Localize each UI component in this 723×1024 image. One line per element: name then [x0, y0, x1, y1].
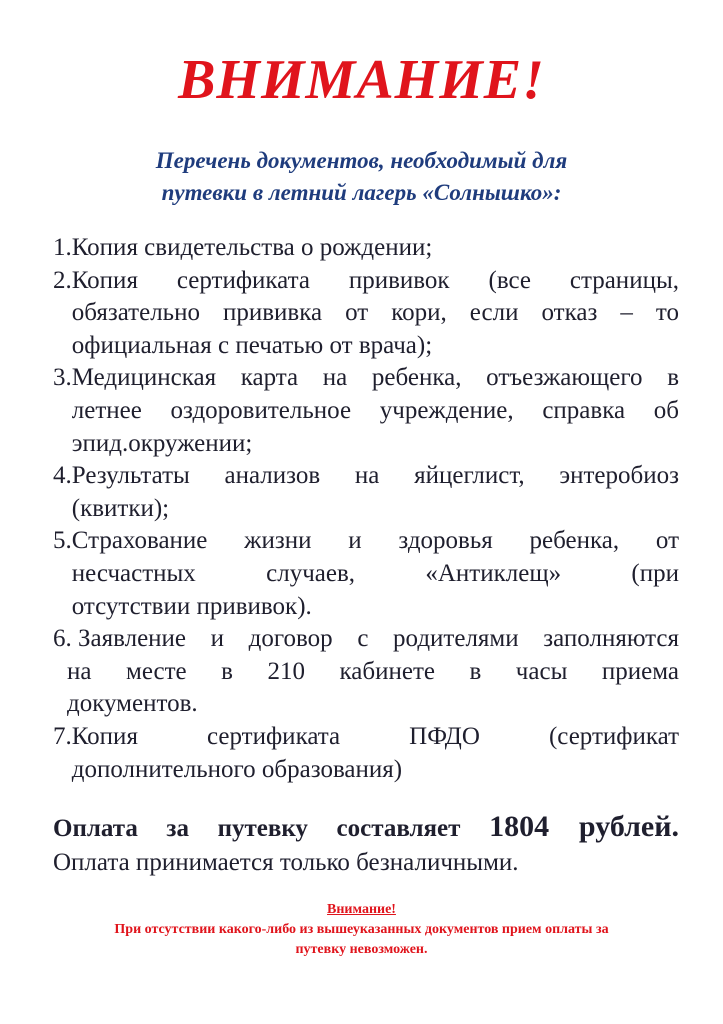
list-item-line: отсутствии прививок). — [71, 592, 312, 620]
list-item-line: Заявление и договор с родителями заполняются — [78, 625, 679, 653]
warning-note — [40, 900, 683, 960]
list-item-number: 5. — [53, 527, 72, 555]
list-item-number: 4. — [53, 462, 72, 490]
list-item-line: летнее оздоровительное учреждение, справка об — [71, 396, 679, 424]
payment-label: Оплата за путевку составляет — [53, 815, 461, 842]
payment-method: Оплата принимается только безналичными. — [53, 849, 519, 876]
list-item — [53, 362, 679, 460]
list-item-line: на месте в 210 кабинете в часы приема — [67, 657, 679, 685]
list-item-line: эпид.окружении; — [71, 429, 253, 457]
payment-info — [53, 810, 679, 880]
payment-amount-line — [53, 810, 679, 846]
payment-amount: 1804 рублей. — [489, 810, 680, 843]
list-item — [53, 525, 679, 623]
list-item-line: документов. — [67, 690, 198, 718]
subtitle-line-2: путевки в летний лагерь «Солнышко»: — [161, 180, 562, 205]
list-item-line: Результаты анализов на яйцеглист, энтеробиоз — [71, 462, 679, 490]
list-item-line: Копия сертификата прививок (все страницы, — [71, 266, 679, 294]
list-item-number: 2. — [53, 266, 72, 294]
documents-list — [53, 232, 679, 786]
list-item-line: (квитки); — [71, 494, 170, 522]
list-item — [53, 232, 679, 265]
subtitle — [0, 145, 723, 209]
list-item-line: официальная с печатью от врача); — [71, 331, 433, 359]
list-item-number: 3. — [53, 364, 72, 392]
list-item-line: несчастных случаев, «Антиклещ» (при — [71, 559, 679, 587]
list-item — [53, 721, 679, 786]
list-item — [53, 460, 679, 525]
subtitle-line-1: Перечень документов, необходимый для — [155, 148, 568, 173]
list-item-number: 6. — [53, 625, 78, 653]
list-item-line: Медицинская карта на ребенка, отъезжающего в — [71, 364, 679, 392]
warning-heading: Внимание! — [327, 902, 396, 917]
list-item-line: Копия сертификата ПФДО (сертификат — [71, 722, 679, 750]
warning-line-2: путевку невозможен. — [295, 942, 428, 957]
list-item-line: Копия свидетельства о рождении; — [71, 234, 433, 261]
list-item-line: Страхование жизни и здоровья ребенка, от — [71, 527, 679, 555]
list-item — [53, 623, 679, 721]
list-item-line: дополнительного образования) — [71, 755, 403, 783]
list-item-line: обязательно прививка от кори, если отказ – то — [71, 299, 679, 327]
list-item-number: 1. — [53, 234, 72, 261]
page-title: ВНИМАНИЕ! — [178, 49, 545, 111]
list-item — [53, 265, 679, 363]
list-item-number: 7. — [53, 722, 72, 750]
warning-line-1: При отсутствии какого-либо из вышеуказанных документов прием оплаты за — [114, 922, 609, 937]
